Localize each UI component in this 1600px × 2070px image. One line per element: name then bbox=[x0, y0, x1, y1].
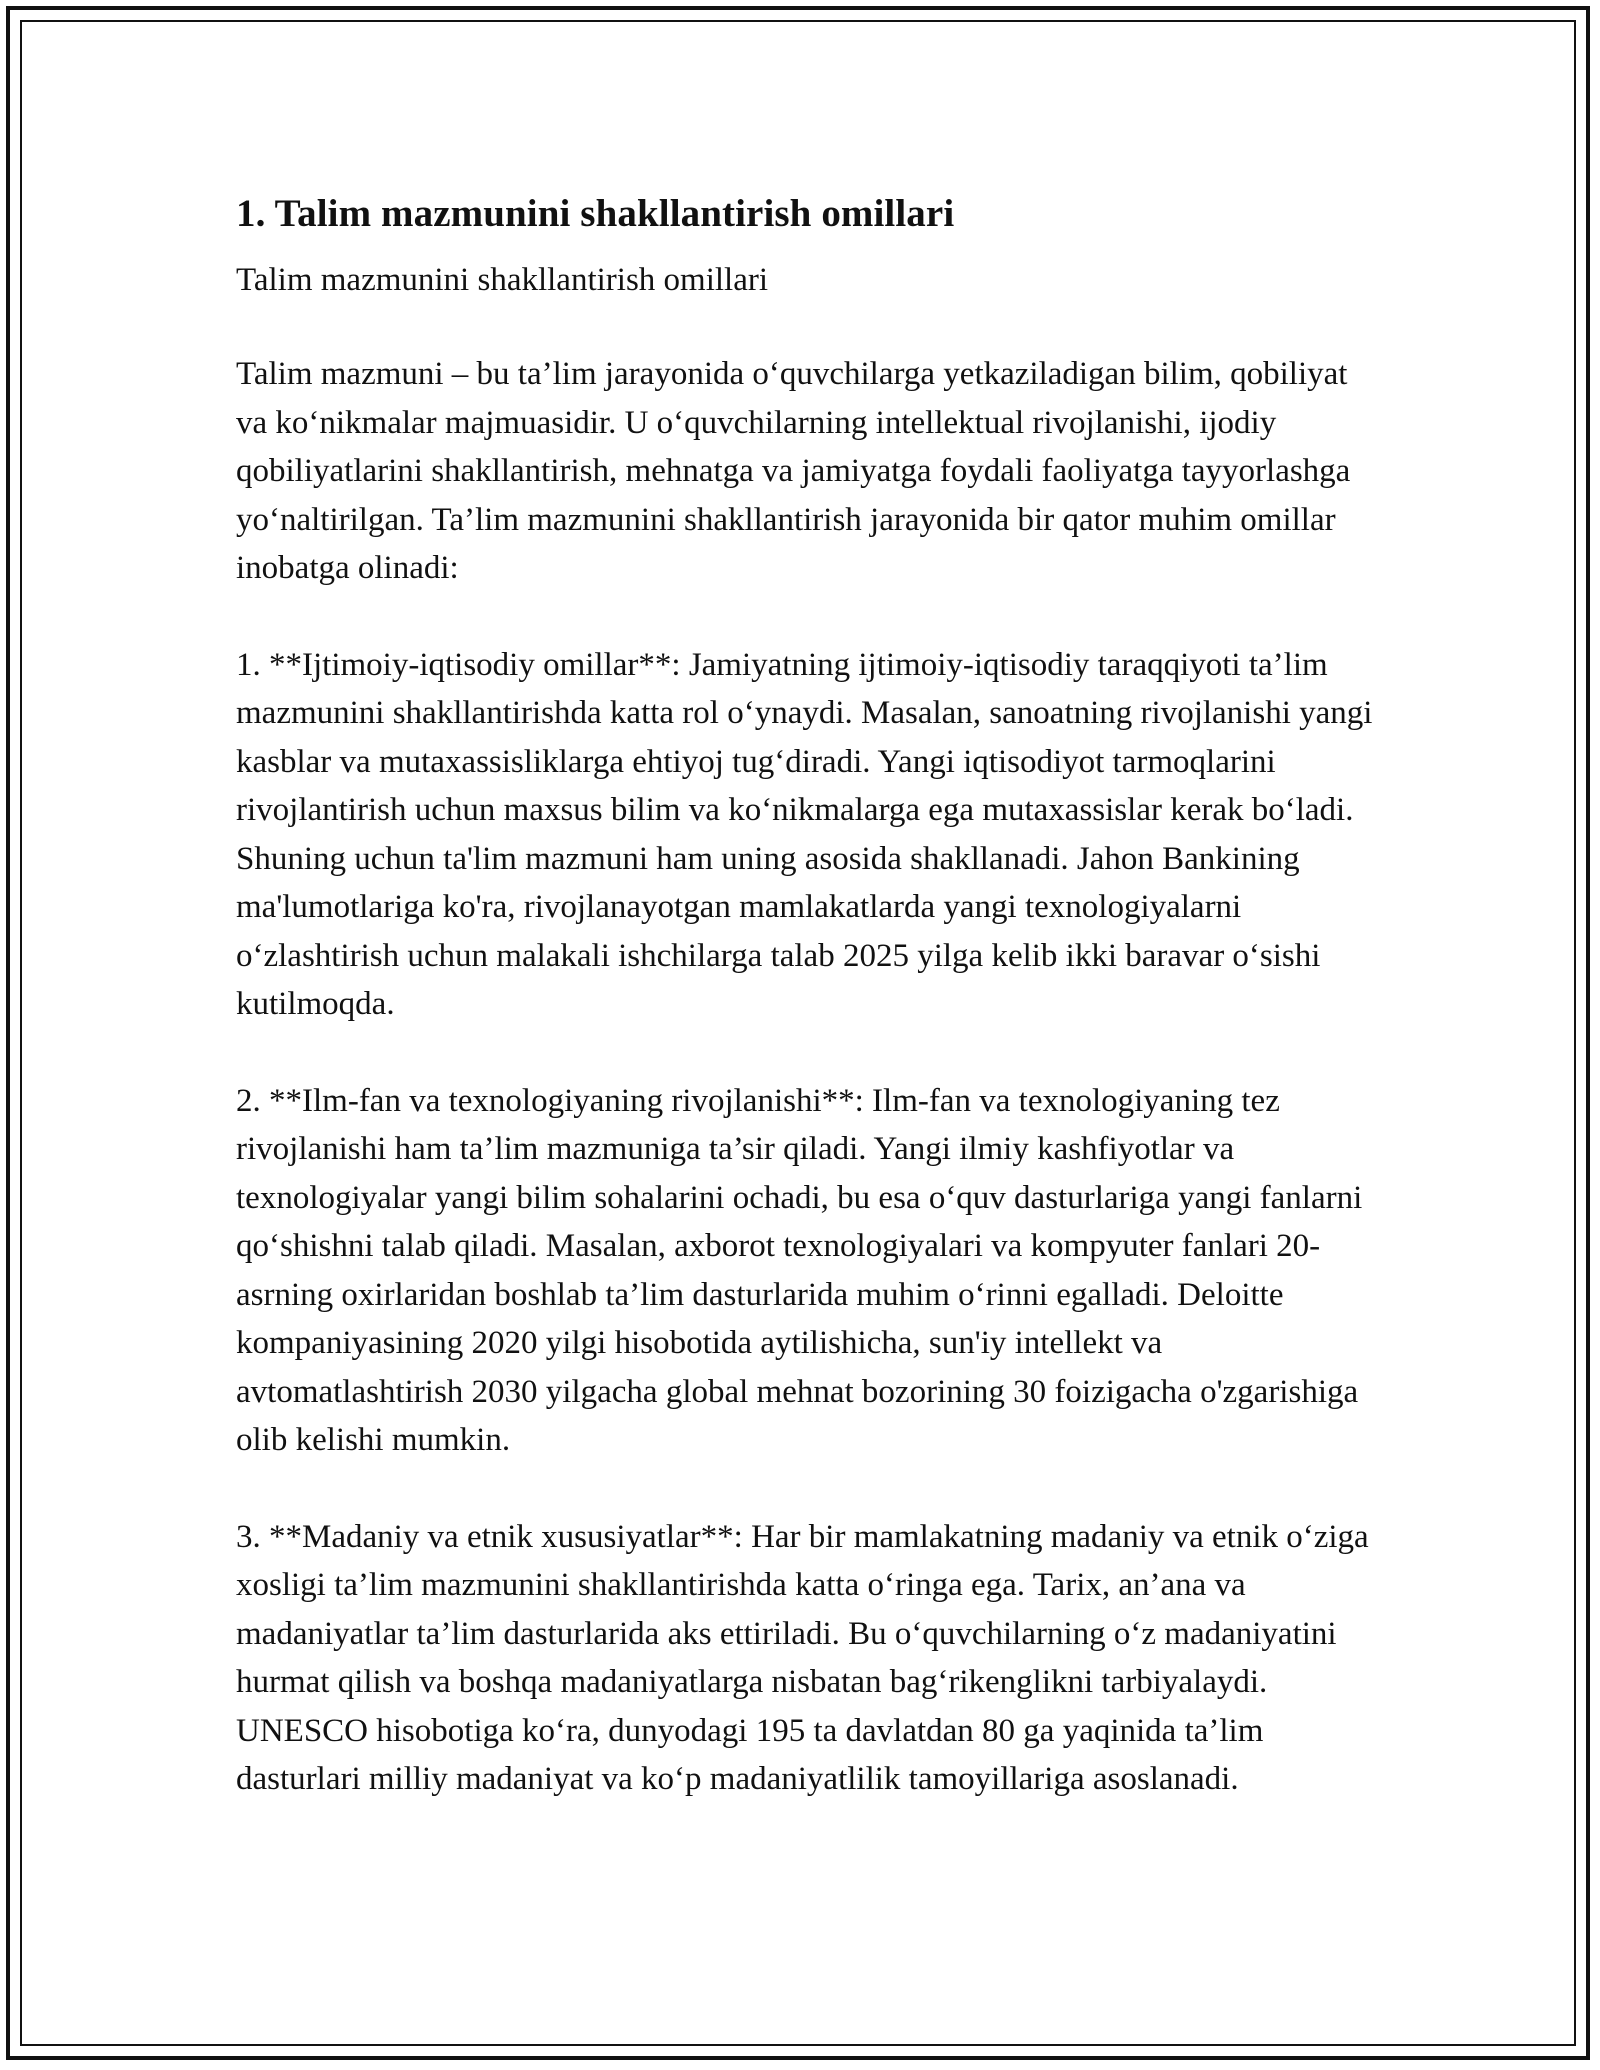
document-title: 1. Talim mazmunini shakllantirish omillari bbox=[236, 192, 955, 235]
document-body bbox=[236, 186, 1376, 1804]
document-subtitle: Talim mazmunini shakllantirish omillari bbox=[236, 262, 769, 298]
paragraph-science-technology: 2. **Ilm-fan va texnologiyaning rivojlanishi**: Ilm-fan va texnologiyaning tez rivojlanishi ham ta’lim mazmuniga ta’sir qiladi. Yangi ilmiy kashfiyotlar va texnologiyalar yangi bilim sohalarini ochadi, bu esa o‘quv dasturlariga yangi fanlarni qo‘shishni talab qiladi. Masalan, axborot texnologiyalari va kompyuter fanlari 20-asrning oxirlaridan boshlab ta’lim dasturlarida muhim o‘rinni egalladi. Deloitte kompaniyasining 2020 yilgi hisobotida aytilishicha, sun'iy intellekt va avtomatlashtirish 2030 yilgacha global mehnat bozorining 30 foizigacha o'zgarishiga olib kelishi mumkin. bbox=[236, 1082, 1363, 1458]
paragraph-cultural-ethnic: 3. **Madaniy va etnik xususiyatlar**: Har bir mamlakatning madaniy va etnik o‘ziga xosligi ta’lim mazmunini shakllantirishda katta o‘ringa ega. Tarix, an’ana va madaniyatlar ta’lim dasturlarida aks ettiriladi. Bu o‘quvchilarning o‘z madaniyatini hurmat qilish va boshqa madaniyatlarga nisbatan bag‘rikenglikni tarbiyalaydi. UNESCO hisobotiga ko‘ra, dunyodagi 195 ta davlatdan 80 ga yaqinida ta’lim dasturlari milliy madaniyat va ko‘p madaniyatlilik tamoyillariga asoslanadi. bbox=[236, 1518, 1369, 1797]
paragraph-socio-economic-factors: 1. **Ijtimoiy-iqtisodiy omillar**: Jamiyatning ijtimoiy-iqtisodiy taraqqiyoti ta’lim mazmunini shakllantirishda katta rol o‘ynaydi. Masalan, sanoatning rivojlanishi yangi kasblar va mutaxassisliklarga ehtiyoj tug‘diradi. Yangi iqtisodiyot tarmoqlarini rivojlantirish uchun maxsus bilim va ko‘nikmalarga ega mutaxassislar kerak bo‘ladi. Shuning uchun ta'lim mazmuni ham uning asosida shakllanadi. Jahon Bankining ma'lumotlariga ko'ra, rivojlanayotgan mamlakatlarda yangi texnologiyalarni o‘zlashtirish uchun malakali ishchilarga talab 2025 yilga kelib ikki baravar o‘sishi kutilmoqda. bbox=[236, 646, 1373, 1022]
intro-paragraph: Talim mazmuni – bu ta’lim jarayonida o‘quvchilarga yetkaziladigan bilim, qobiliyat va ko‘nikmalar majmuasidir. U o‘quvchilarning intellektual rivojlanishi, ijodiy qobiliyatlarini shakllantirish, mehnatga va jamiyatga foydali faoliyatga tayyorlashga yo‘naltirilgan. Ta’lim mazmunini shakllantirish jarayonida bir qator muhim omillar inobatga olinadi: bbox=[236, 356, 1351, 586]
